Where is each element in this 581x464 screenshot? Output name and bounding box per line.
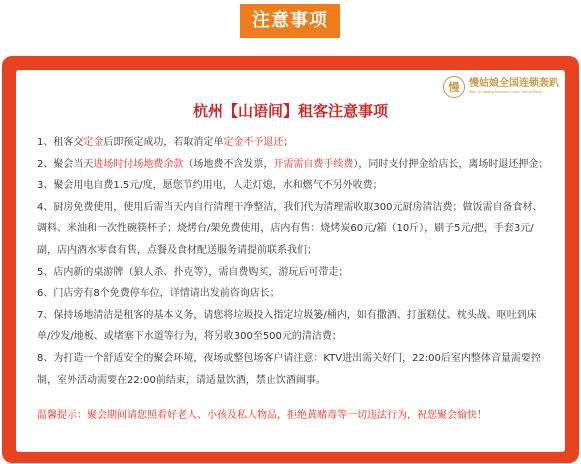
rule-text: 6、门店旁有8个免费停车位，详情请出发前咨询店长； (37, 288, 280, 300)
rule-text: 7、保持场地清洁是租客的基本义务，请您将垃圾投入指定垃圾篓/桶内，如有撒酒、打蛋糕仗、枕头战、呕吐到床单/沙发/地板、或堵塞下水道等行为，将另收300至500元的清洁费； (37, 309, 537, 343)
rule-text: 5、店内新的桌游牌（狼人杀、扑克等），需自费购买，游玩后可带走； (37, 266, 349, 278)
rule-text: ），同时支付押金给店长，离场时退还押金； (353, 158, 549, 170)
brand-logo (443, 76, 559, 98)
rule-text: 4、厨房免费使用，使用后需当天内自行清理干净整洁，我们代为清理需收取300元厨房清洁费；做饭需自备食材、调料、米油和一次性碗筷杯子；烧烤台/架免费使用，店内有售：烧烤炭60元/箱（10斤），刷子5元/把，手套3元/副，店内酒水零食有售，点餐及食材配送服务请提前联系我们； (37, 201, 543, 256)
rule-text: 1、租客交 (37, 137, 84, 148)
notice-frame (2, 56, 579, 463)
rule-item (37, 305, 549, 348)
rule-text: 8、为打造一个舒适安全的聚会环境，夜场或整包场客户请注意：KTV进出需关好门，22:00后室内整体音量需要控制，室外活动需要在22:00前结束，请适量饮酒，禁止饮酒闹事。 (37, 352, 541, 386)
brand-subtitle: Man Gu Niang National Chain Home Party (469, 90, 543, 95)
rule-highlight: 定金不予退还 (223, 137, 284, 148)
rule-item (37, 132, 549, 154)
brand-name: 慢姑娘全国连锁轰趴 (469, 78, 559, 90)
section-title: 注意事项 (240, 4, 340, 38)
rule-highlight: 定金 (83, 137, 104, 148)
brand-logo-text (469, 79, 559, 95)
warm-reminder: 温馨提示：聚会期间请您照看好老人、小孩及私人物品，拒绝黄赌毒等一切违法行为，祝您聚会愉快！ (37, 410, 487, 421)
rule-text: （场地费不含发票， (183, 158, 274, 170)
rules-list (37, 132, 549, 391)
rule-text: ； (283, 137, 294, 148)
rule-item (37, 175, 549, 197)
rule-highlight: 进场时付场地费余款 (93, 158, 184, 170)
rule-item (37, 262, 549, 284)
rule-text: 后即预定成功，若取消定单 (103, 137, 224, 148)
brand-logo-icon: 慢 (443, 76, 465, 98)
rule-text: 3、聚会用电自费1.5元/度，愿您节约用电，人走灯熄，水和燃气不另外收费； (37, 180, 383, 192)
notice-card (16, 70, 565, 452)
rule-text: 2、聚会当天 (37, 158, 94, 170)
rule-item (37, 348, 549, 391)
rule-item (37, 197, 549, 262)
rule-item (37, 154, 549, 176)
notice-heading: 杭州【山语间】租客注意事项 (192, 102, 388, 120)
rule-highlight: 开需需自费手续费 (273, 158, 354, 170)
rule-item (37, 283, 549, 305)
